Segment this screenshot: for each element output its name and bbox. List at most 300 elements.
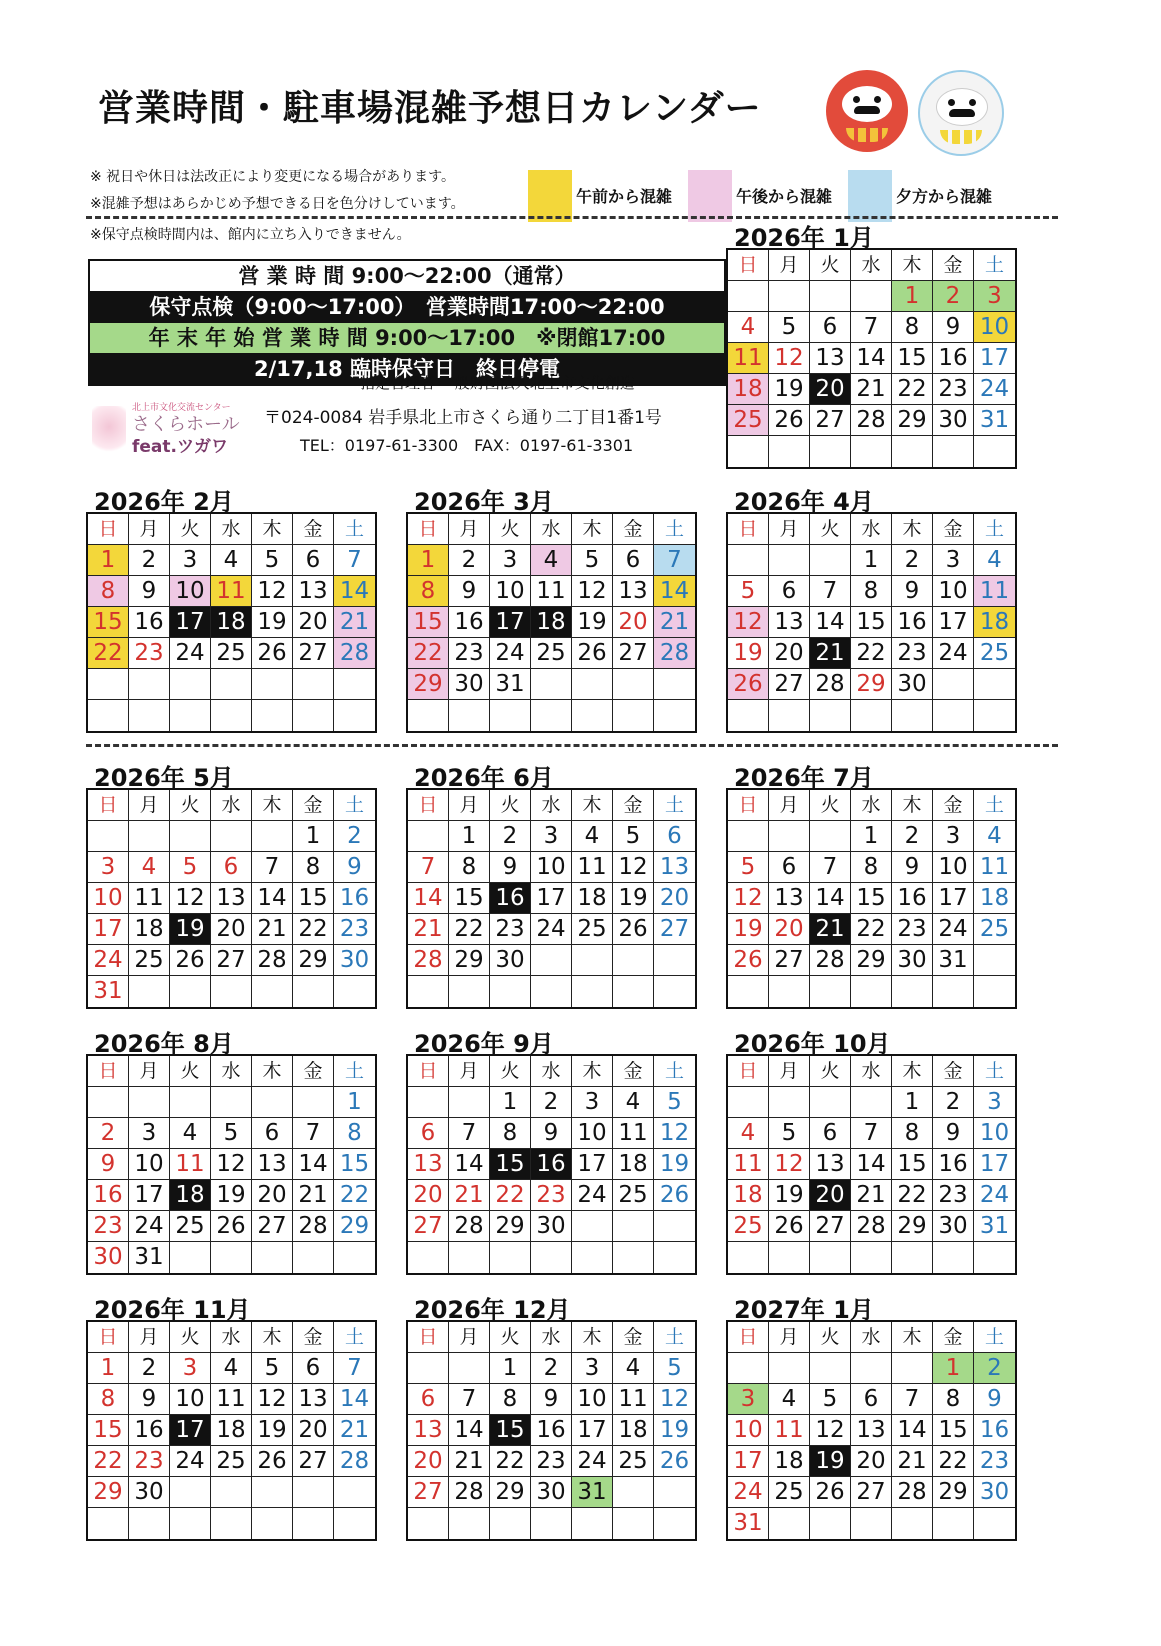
- empty-cell: [334, 700, 375, 731]
- day-cell: 25: [170, 1211, 211, 1242]
- day-cell: 16: [531, 1149, 572, 1180]
- day-cell: 2: [531, 1353, 572, 1384]
- day-cell: 1: [851, 821, 892, 852]
- month-title: 2026年 3月: [414, 488, 554, 516]
- manager: 指定管理者 一般財団法人北上市文化創造: [360, 374, 635, 392]
- red-daruma-icon: [826, 70, 908, 152]
- day-cell: 5: [810, 1384, 851, 1415]
- empty-cell: [933, 976, 974, 1007]
- day-cell: 15: [490, 1415, 531, 1446]
- calendar-grid: [726, 512, 1017, 733]
- day-cell: 17: [129, 1180, 170, 1211]
- month-title: 2026年 11月: [94, 1296, 251, 1324]
- day-cell: 9: [531, 1384, 572, 1415]
- weekday-header: 月: [769, 514, 810, 545]
- empty-cell: [408, 1353, 449, 1384]
- empty-cell: [293, 700, 334, 731]
- day-cell: 25: [531, 638, 572, 669]
- day-cell: 9: [531, 1118, 572, 1149]
- day-cell: 3: [170, 545, 211, 576]
- day-cell: 11: [170, 1149, 211, 1180]
- day-cell: 5: [252, 1353, 293, 1384]
- empty-cell: [810, 1508, 851, 1539]
- day-cell: 12: [728, 883, 769, 914]
- day-cell: 5: [728, 852, 769, 883]
- day-cell: 31: [490, 669, 531, 700]
- empty-cell: [613, 1477, 654, 1508]
- empty-cell: [572, 669, 613, 700]
- empty-cell: [572, 1508, 613, 1539]
- day-cell: 30: [892, 669, 933, 700]
- empty-cell: [211, 700, 252, 731]
- weekday-header: 土: [974, 514, 1015, 545]
- day-cell: 26: [654, 1180, 695, 1211]
- empty-cell: [252, 976, 293, 1007]
- day-cell: 9: [933, 312, 974, 343]
- empty-cell: [408, 976, 449, 1007]
- day-cell: 17: [88, 914, 129, 945]
- day-cell: 14: [334, 576, 375, 607]
- day-cell: 19: [654, 1149, 695, 1180]
- weekday-header: 木: [892, 250, 933, 281]
- day-cell: 12: [211, 1149, 252, 1180]
- day-cell: 13: [769, 883, 810, 914]
- day-cell: 1: [933, 1353, 974, 1384]
- empty-cell: [334, 1508, 375, 1539]
- weekday-header: 金: [293, 514, 334, 545]
- day-cell: 18: [129, 914, 170, 945]
- day-cell: 21: [293, 1180, 334, 1211]
- day-cell: 13: [769, 607, 810, 638]
- day-cell: 26: [252, 638, 293, 669]
- day-cell: 7: [654, 545, 695, 576]
- day-cell: 2: [892, 545, 933, 576]
- day-cell: 23: [974, 1446, 1015, 1477]
- day-cell: 30: [892, 945, 933, 976]
- empty-cell: [933, 1242, 974, 1273]
- day-cell: 19: [728, 914, 769, 945]
- day-cell: 10: [974, 312, 1015, 343]
- hours-box: [88, 259, 726, 386]
- empty-cell: [851, 976, 892, 1007]
- empty-cell: [810, 976, 851, 1007]
- empty-cell: [613, 1211, 654, 1242]
- day-cell: 19: [572, 607, 613, 638]
- day-cell: 4: [974, 821, 1015, 852]
- day-cell: 9: [88, 1149, 129, 1180]
- weekday-header: 水: [211, 1322, 252, 1353]
- empty-cell: [851, 1242, 892, 1273]
- day-cell: 21: [449, 1446, 490, 1477]
- month-title: 2026年 8月: [94, 1030, 234, 1058]
- empty-cell: [293, 669, 334, 700]
- day-cell: 20: [769, 914, 810, 945]
- address: 〒024-0084 岩手県北上市さくら通り二丁目1番1号: [264, 408, 662, 428]
- day-cell: 14: [334, 1384, 375, 1415]
- day-cell: 27: [252, 1211, 293, 1242]
- day-cell: 5: [769, 312, 810, 343]
- calendar-grid: [726, 248, 1017, 469]
- day-cell: 11: [769, 1415, 810, 1446]
- day-cell: 10: [170, 1384, 211, 1415]
- day-cell: 13: [408, 1149, 449, 1180]
- day-cell: 13: [654, 852, 695, 883]
- day-cell: 16: [974, 1415, 1015, 1446]
- empty-cell: [933, 669, 974, 700]
- hours-new-year: 年 末 年 始 営 業 時 間 9:00～17:00 ※閉館17:00: [90, 323, 724, 354]
- day-cell: 22: [933, 1446, 974, 1477]
- day-cell: 8: [892, 312, 933, 343]
- weekday-header: 火: [490, 790, 531, 821]
- weekday-header: 木: [252, 1322, 293, 1353]
- weekday-header: 日: [88, 1322, 129, 1353]
- day-cell: 3: [933, 821, 974, 852]
- empty-cell: [728, 281, 769, 312]
- empty-cell: [810, 700, 851, 731]
- day-cell: 7: [293, 1118, 334, 1149]
- day-cell: 23: [129, 1446, 170, 1477]
- day-cell: 21: [654, 607, 695, 638]
- weekday-header: 金: [933, 250, 974, 281]
- empty-cell: [334, 976, 375, 1007]
- day-cell: 27: [769, 945, 810, 976]
- empty-cell: [810, 436, 851, 467]
- weekday-header: 月: [449, 514, 490, 545]
- day-cell: 13: [293, 1384, 334, 1415]
- day-cell: 14: [851, 1149, 892, 1180]
- weekday-header: 水: [851, 790, 892, 821]
- empty-cell: [129, 669, 170, 700]
- day-cell: 7: [252, 852, 293, 883]
- empty-cell: [974, 1242, 1015, 1273]
- day-cell: 17: [531, 883, 572, 914]
- day-cell: 28: [334, 1446, 375, 1477]
- day-cell: 30: [531, 1211, 572, 1242]
- day-cell: 17: [490, 607, 531, 638]
- day-cell: 16: [334, 883, 375, 914]
- empty-cell: [572, 945, 613, 976]
- day-cell: 29: [490, 1211, 531, 1242]
- day-cell: 24: [531, 914, 572, 945]
- weekday-header: 日: [728, 790, 769, 821]
- day-cell: 17: [974, 343, 1015, 374]
- day-cell: 26: [810, 1477, 851, 1508]
- day-cell: 18: [613, 1415, 654, 1446]
- day-cell: 3: [170, 1353, 211, 1384]
- day-cell: 15: [449, 883, 490, 914]
- month-title: 2026年 12月: [414, 1296, 571, 1324]
- weekday-header: 火: [810, 1056, 851, 1087]
- weekday-header: 木: [892, 1322, 933, 1353]
- empty-cell: [449, 700, 490, 731]
- day-cell: 11: [613, 1118, 654, 1149]
- empty-cell: [654, 1211, 695, 1242]
- empty-cell: [129, 1087, 170, 1118]
- day-cell: 26: [211, 1211, 252, 1242]
- note-forecast: ※混雑予想はあらかじめ予想できる日を色分けしています。: [90, 196, 465, 212]
- day-cell: 6: [211, 852, 252, 883]
- day-cell: 4: [769, 1384, 810, 1415]
- white-daruma-icon: [918, 70, 1004, 156]
- empty-cell: [654, 976, 695, 1007]
- day-cell: 8: [293, 852, 334, 883]
- day-cell: 10: [531, 852, 572, 883]
- empty-cell: [769, 436, 810, 467]
- day-cell: 12: [769, 1149, 810, 1180]
- day-cell: 14: [892, 1415, 933, 1446]
- day-cell: 17: [933, 607, 974, 638]
- day-cell: 23: [933, 374, 974, 405]
- empty-cell: [531, 1242, 572, 1273]
- day-cell: 28: [293, 1211, 334, 1242]
- calendar-grid: [726, 1054, 1017, 1275]
- day-cell: 15: [293, 883, 334, 914]
- day-cell: 26: [769, 1211, 810, 1242]
- weekday-header: 水: [851, 1056, 892, 1087]
- day-cell: 29: [293, 945, 334, 976]
- calendar-grid: [86, 1320, 377, 1541]
- day-cell: 16: [449, 607, 490, 638]
- empty-cell: [728, 700, 769, 731]
- day-cell: 19: [252, 607, 293, 638]
- day-cell: 29: [851, 669, 892, 700]
- day-cell: 23: [892, 638, 933, 669]
- day-cell: 6: [769, 852, 810, 883]
- day-cell: 25: [728, 405, 769, 436]
- weekday-header: 水: [531, 514, 572, 545]
- day-cell: 31: [88, 976, 129, 1007]
- day-cell: 8: [851, 852, 892, 883]
- weekday-header: 土: [654, 1322, 695, 1353]
- day-cell: 29: [88, 1477, 129, 1508]
- day-cell: 6: [769, 576, 810, 607]
- day-cell: 13: [851, 1415, 892, 1446]
- weekday-header: 月: [449, 1322, 490, 1353]
- weekday-header: 月: [129, 1322, 170, 1353]
- empty-cell: [252, 1508, 293, 1539]
- empty-cell: [252, 1087, 293, 1118]
- day-cell: 12: [252, 1384, 293, 1415]
- empty-cell: [252, 700, 293, 731]
- day-cell: 18: [531, 607, 572, 638]
- day-cell: 5: [170, 852, 211, 883]
- day-cell: 8: [408, 576, 449, 607]
- empty-cell: [728, 1242, 769, 1273]
- empty-cell: [810, 545, 851, 576]
- day-cell: 9: [129, 1384, 170, 1415]
- empty-cell: [654, 1508, 695, 1539]
- day-cell: 20: [810, 1180, 851, 1211]
- weekday-header: 水: [211, 1056, 252, 1087]
- day-cell: 1: [88, 1353, 129, 1384]
- day-cell: 8: [933, 1384, 974, 1415]
- day-cell: 21: [334, 1415, 375, 1446]
- legend-swatch-morning: [528, 170, 572, 222]
- day-cell: 24: [170, 638, 211, 669]
- weekday-header: 土: [974, 1056, 1015, 1087]
- day-cell: 6: [293, 1353, 334, 1384]
- day-cell: 8: [892, 1118, 933, 1149]
- day-cell: 12: [654, 1384, 695, 1415]
- month-title: 2026年 7月: [734, 764, 874, 792]
- day-cell: 4: [974, 545, 1015, 576]
- day-cell: 26: [654, 1446, 695, 1477]
- legend-label-morning: 午前から混雑: [576, 187, 673, 206]
- empty-cell: [252, 1477, 293, 1508]
- weekday-header: 木: [892, 514, 933, 545]
- day-cell: 30: [933, 1211, 974, 1242]
- weekday-header: 金: [613, 1322, 654, 1353]
- day-cell: 24: [490, 638, 531, 669]
- weekday-header: 火: [170, 1322, 211, 1353]
- day-cell: 28: [252, 945, 293, 976]
- day-cell: 31: [572, 1477, 613, 1508]
- day-cell: 23: [88, 1211, 129, 1242]
- empty-cell: [252, 669, 293, 700]
- weekday-header: 木: [892, 790, 933, 821]
- day-cell: 5: [252, 545, 293, 576]
- day-cell: 24: [974, 1180, 1015, 1211]
- empty-cell: [892, 1508, 933, 1539]
- legend-swatch-evening: [848, 170, 892, 222]
- day-cell: 27: [293, 638, 334, 669]
- month-title: 2026年 6月: [414, 764, 554, 792]
- day-cell: 4: [613, 1353, 654, 1384]
- day-cell: 27: [408, 1211, 449, 1242]
- empty-cell: [851, 281, 892, 312]
- day-cell: 31: [974, 405, 1015, 436]
- weekday-header: 日: [88, 514, 129, 545]
- empty-cell: [572, 1211, 613, 1242]
- day-cell: 28: [892, 1477, 933, 1508]
- day-cell: 21: [408, 914, 449, 945]
- day-cell: 30: [531, 1477, 572, 1508]
- weekday-header: 日: [88, 790, 129, 821]
- day-cell: 27: [810, 405, 851, 436]
- day-cell: 23: [531, 1180, 572, 1211]
- day-cell: 21: [892, 1446, 933, 1477]
- day-cell: 14: [408, 883, 449, 914]
- day-cell: 11: [728, 343, 769, 374]
- day-cell: 10: [572, 1118, 613, 1149]
- weekday-header: 木: [572, 514, 613, 545]
- empty-cell: [334, 1477, 375, 1508]
- weekday-header: 金: [933, 1322, 974, 1353]
- empty-cell: [933, 700, 974, 731]
- empty-cell: [728, 1353, 769, 1384]
- day-cell: 17: [974, 1149, 1015, 1180]
- day-cell: 16: [490, 883, 531, 914]
- day-cell: 19: [170, 914, 211, 945]
- day-cell: 29: [449, 945, 490, 976]
- day-cell: 26: [728, 669, 769, 700]
- day-cell: 23: [933, 1180, 974, 1211]
- day-cell: 24: [88, 945, 129, 976]
- day-cell: 15: [892, 343, 933, 374]
- empty-cell: [170, 1508, 211, 1539]
- day-cell: 14: [654, 576, 695, 607]
- day-cell: 3: [974, 1087, 1015, 1118]
- day-cell: 16: [129, 607, 170, 638]
- empty-cell: [810, 1353, 851, 1384]
- day-cell: 28: [449, 1477, 490, 1508]
- empty-cell: [728, 976, 769, 1007]
- empty-cell: [170, 821, 211, 852]
- day-cell: 4: [170, 1118, 211, 1149]
- day-cell: 21: [449, 1180, 490, 1211]
- day-cell: 10: [974, 1118, 1015, 1149]
- empty-cell: [654, 669, 695, 700]
- empty-cell: [170, 1242, 211, 1273]
- weekday-header: 水: [531, 790, 572, 821]
- day-cell: 9: [892, 576, 933, 607]
- weekday-header: 木: [252, 790, 293, 821]
- empty-cell: [170, 1087, 211, 1118]
- calendar-grid: [406, 1320, 697, 1541]
- day-cell: 24: [572, 1180, 613, 1211]
- month-title: 2026年 2月: [94, 488, 234, 516]
- day-cell: 11: [728, 1149, 769, 1180]
- day-cell: 28: [654, 638, 695, 669]
- day-cell: 1: [293, 821, 334, 852]
- day-cell: 2: [933, 1087, 974, 1118]
- divider: [86, 216, 1058, 219]
- empty-cell: [728, 545, 769, 576]
- day-cell: 27: [613, 638, 654, 669]
- empty-cell: [810, 281, 851, 312]
- weekday-header: 土: [334, 790, 375, 821]
- weekday-header: 水: [851, 1322, 892, 1353]
- hours-maintenance: 保守点検（9:00～17:00） 営業時間17:00～22:00: [90, 292, 724, 323]
- day-cell: 5: [572, 545, 613, 576]
- day-cell: 1: [892, 281, 933, 312]
- empty-cell: [293, 1087, 334, 1118]
- day-cell: 13: [252, 1149, 293, 1180]
- day-cell: 15: [408, 607, 449, 638]
- empty-cell: [851, 700, 892, 731]
- empty-cell: [170, 976, 211, 1007]
- day-cell: 17: [170, 607, 211, 638]
- day-cell: 11: [211, 576, 252, 607]
- empty-cell: [933, 436, 974, 467]
- weekday-header: 日: [728, 514, 769, 545]
- day-cell: 29: [408, 669, 449, 700]
- day-cell: 2: [974, 1353, 1015, 1384]
- weekday-header: 木: [572, 1322, 613, 1353]
- day-cell: 4: [613, 1087, 654, 1118]
- empty-cell: [892, 700, 933, 731]
- day-cell: 11: [572, 852, 613, 883]
- empty-cell: [613, 700, 654, 731]
- weekday-header: 木: [892, 1056, 933, 1087]
- empty-cell: [129, 821, 170, 852]
- day-cell: 1: [449, 821, 490, 852]
- day-cell: 31: [129, 1242, 170, 1273]
- empty-cell: [449, 1242, 490, 1273]
- empty-cell: [810, 821, 851, 852]
- day-cell: 10: [933, 852, 974, 883]
- day-cell: 2: [129, 1353, 170, 1384]
- empty-cell: [408, 1242, 449, 1273]
- weekday-header: 金: [933, 790, 974, 821]
- empty-cell: [408, 1508, 449, 1539]
- day-cell: 12: [252, 576, 293, 607]
- day-cell: 25: [974, 638, 1015, 669]
- day-cell: 17: [170, 1415, 211, 1446]
- empty-cell: [211, 669, 252, 700]
- day-cell: 31: [933, 945, 974, 976]
- day-cell: 4: [728, 312, 769, 343]
